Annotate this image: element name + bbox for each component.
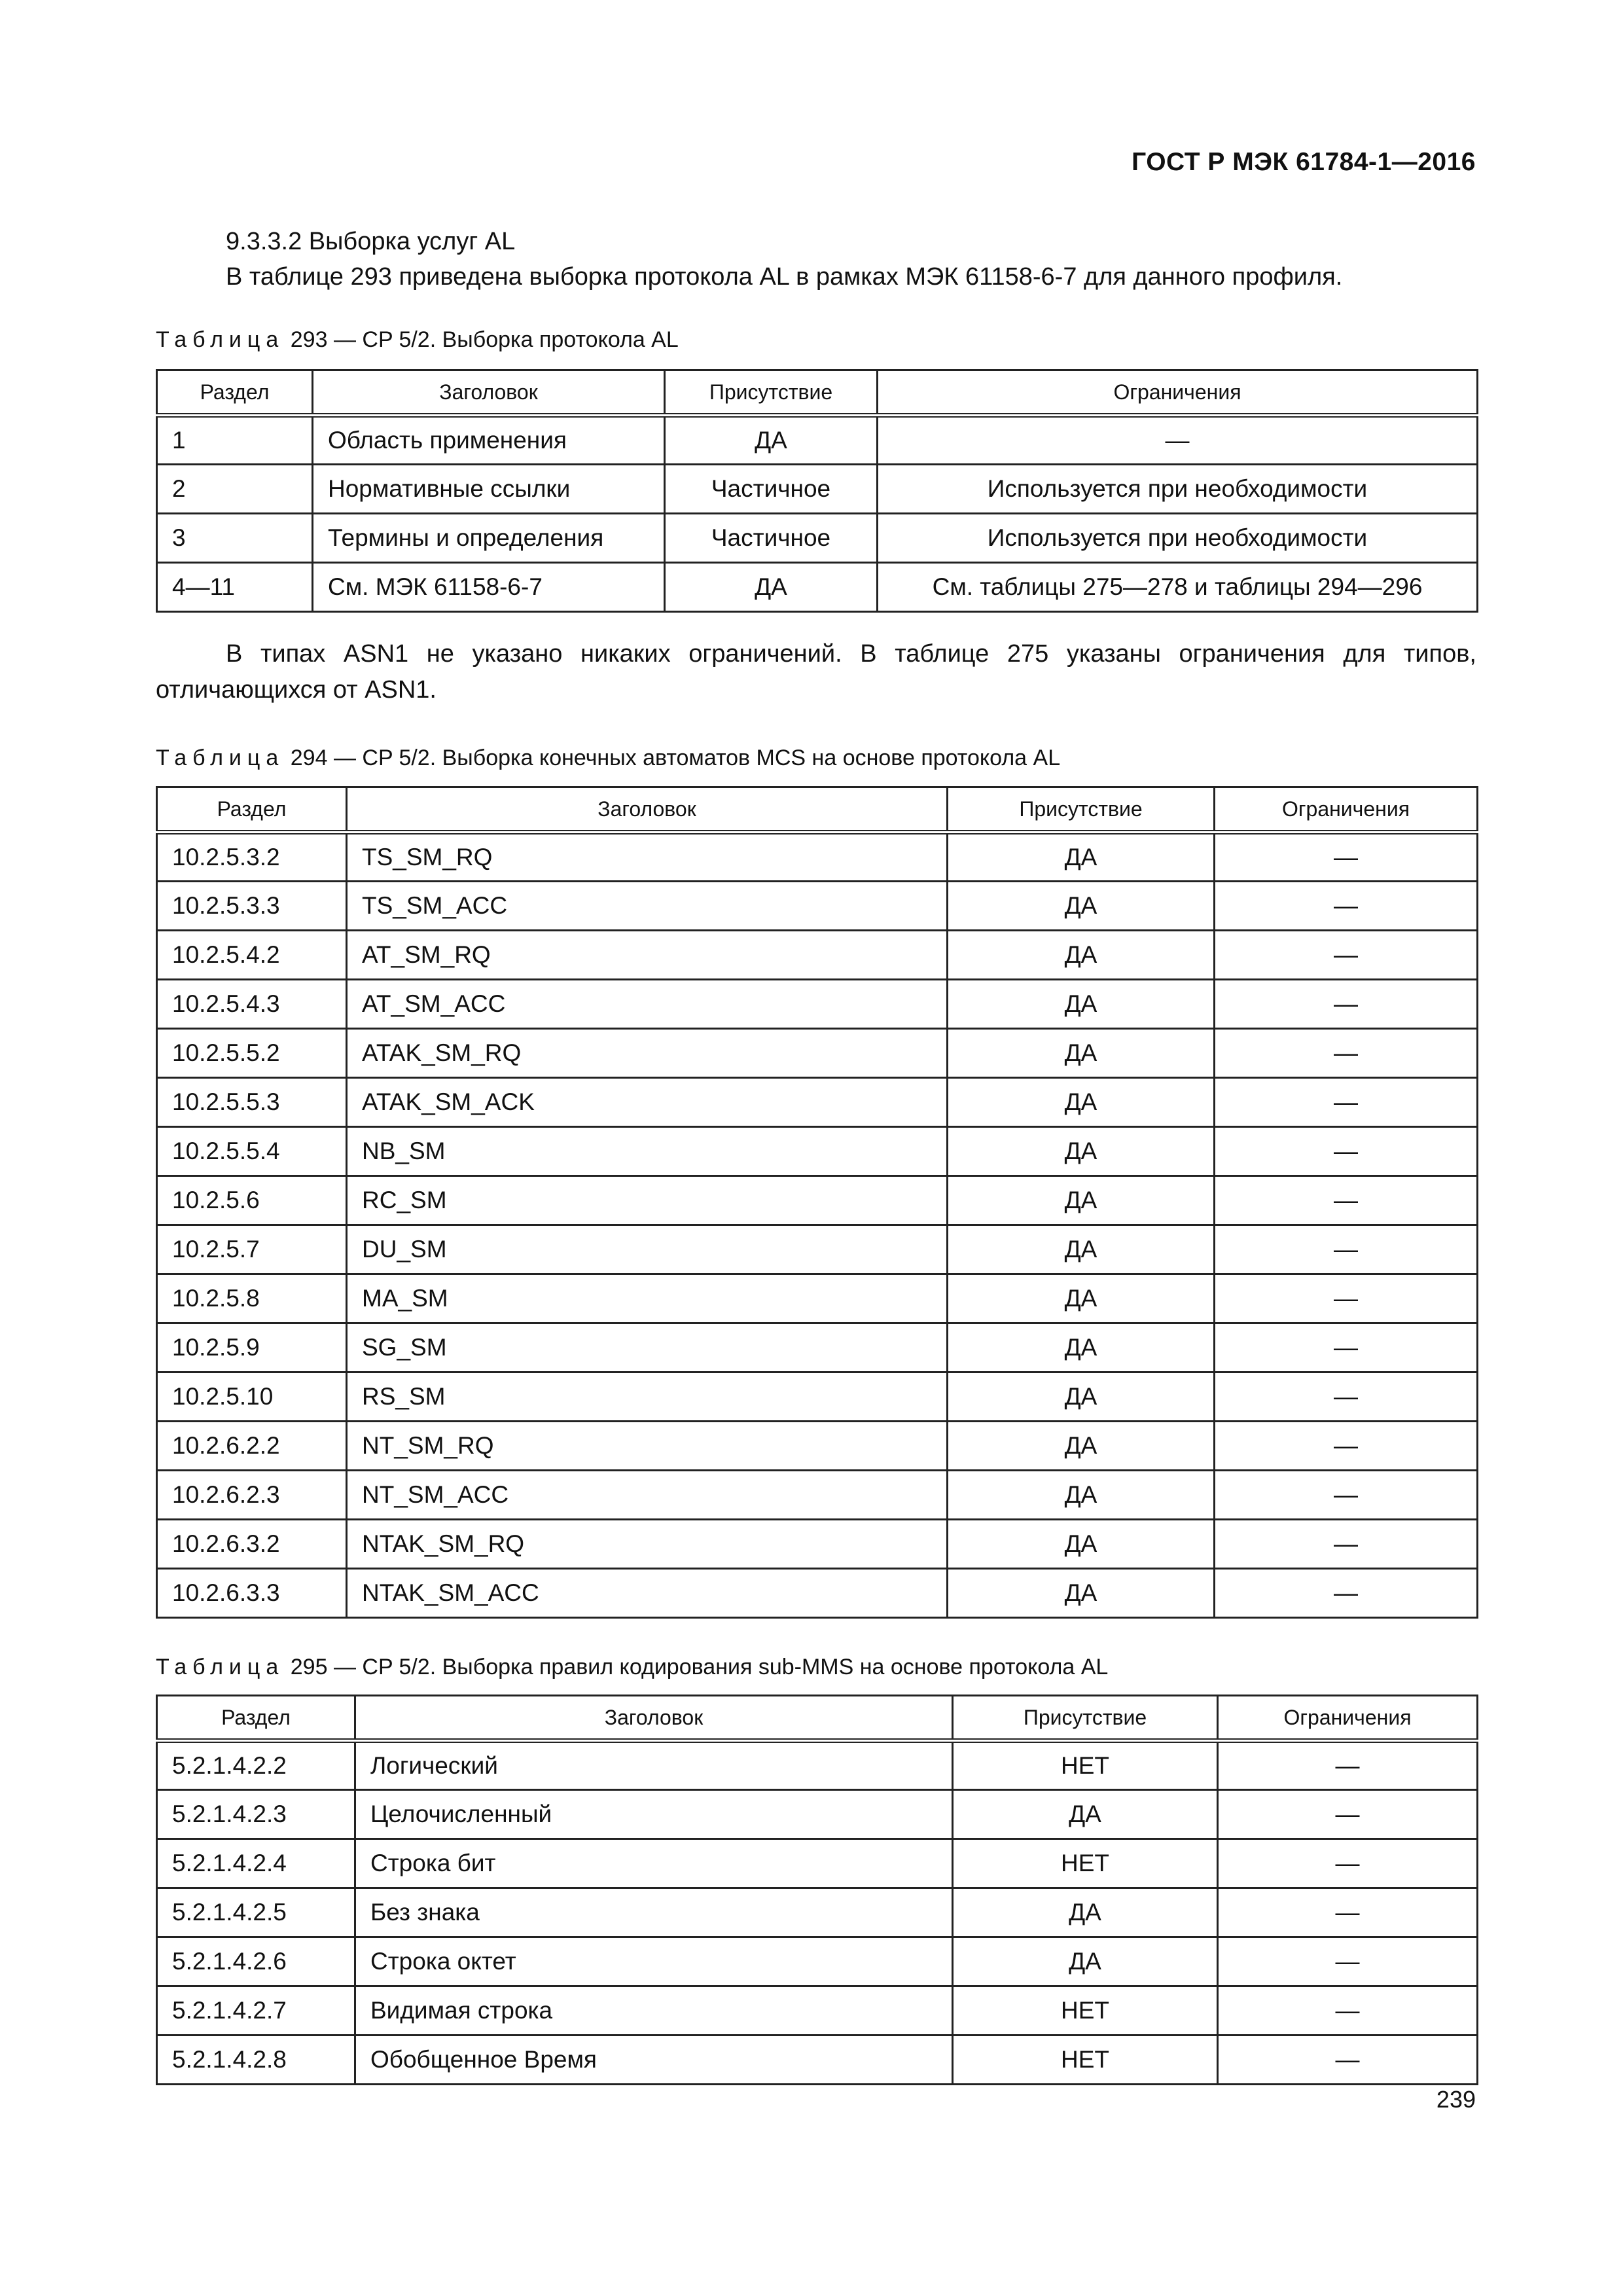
table-cell: 10.2.5.6 [157,1176,347,1225]
table-cell: ДА [953,1937,1218,1986]
table-cell: ДА [948,1471,1215,1520]
table-row [157,1888,1478,1937]
table-cell: Термины и определения [313,514,665,563]
table-row [157,1323,1478,1372]
table-cell: — [1215,833,1478,882]
table-cell: Видимая строка [355,1986,953,2036]
table-cell: Частичное [665,465,878,514]
caption-word: Таблица [156,1655,285,1679]
table-cell: 5.2.1.4.2.8 [157,2036,355,2085]
page-number: 239 [1436,2086,1476,2113]
table-cell: 1 [157,416,313,465]
table-cell: 10.2.5.3.3 [157,882,347,931]
table-cell: ДА [948,1372,1215,1422]
table-cell: — [1215,1176,1478,1225]
table-cell: DU_SM [347,1225,948,1274]
caption-text: 294 — CP 5/2. Выборка конечных автоматов MCS на основе протокола AL [290,745,1061,770]
table-cell: ДА [948,833,1215,882]
table-row [157,1176,1478,1225]
table-cell: НЕТ [953,1986,1218,2036]
table-cell: — [1218,2036,1478,2085]
table-cell: ДА [948,1274,1215,1323]
table-cell: AT_SM_ACC [347,980,948,1029]
table-cell: 5.2.1.4.2.6 [157,1937,355,1986]
table-294 [156,786,1478,1619]
table-cell: NB_SM [347,1127,948,1176]
table-cell: Целочисленный [355,1790,953,1839]
table-cell: 10.2.5.3.2 [157,833,347,882]
table-293-caption [156,327,679,353]
table-cell: — [1215,931,1478,980]
table-cell: — [1215,1078,1478,1127]
column-header: Заголовок [347,787,948,833]
table-cell: ДА [948,1029,1215,1078]
table-row [157,980,1478,1029]
table-header-row [157,787,1478,833]
table-cell: — [1215,1225,1478,1274]
table-cell: — [1218,1937,1478,1986]
table-cell: RS_SM [347,1372,948,1422]
table-cell: — [1218,1986,1478,2036]
table-cell: ДА [948,1225,1215,1274]
table-cell: MA_SM [347,1274,948,1323]
table-cell: 10.2.5.5.4 [157,1127,347,1176]
table-row [157,931,1478,980]
table-cell: 10.2.5.10 [157,1372,347,1422]
table-cell: — [878,416,1478,465]
caption-word: Таблица [156,745,285,770]
table-row [157,2036,1478,2085]
table-cell: 5.2.1.4.2.2 [157,1741,355,1790]
table-cell: 3 [157,514,313,563]
table-cell: ДА [665,416,878,465]
table-cell: НЕТ [953,1839,1218,1888]
middle-paragraph: В типах ASN1 не указано никаких ограничений. В таблице 275 указаны ограничения для типов, отличающихся от ASN1. [156,640,1476,704]
table-cell: НЕТ [953,1741,1218,1790]
table-cell: SG_SM [347,1323,948,1372]
column-header: Раздел [157,787,347,833]
table-cell: 10.2.5.5.3 [157,1078,347,1127]
table-cell: NTAK_SM_ACC [347,1569,948,1618]
table-cell: ДА [953,1888,1218,1937]
table-cell: — [1215,1422,1478,1471]
table-row [157,833,1478,882]
table-row [157,1127,1478,1176]
table-cell: — [1218,1888,1478,1937]
table-cell: — [1215,1323,1478,1372]
column-header: Ограничения [878,370,1478,416]
table-cell: 10.2.5.5.2 [157,1029,347,1078]
table-row [157,1839,1478,1888]
column-header: Ограничения [1218,1696,1478,1741]
table-cell: Используется при необходимости [878,465,1478,514]
table-cell: 10.2.6.2.3 [157,1471,347,1520]
table-cell: ДА [948,1422,1215,1471]
column-header: Присутствие [948,787,1215,833]
table-cell: — [1218,1790,1478,1839]
table-cell: TS_SM_RQ [347,833,948,882]
table-cell: 5.2.1.4.2.4 [157,1839,355,1888]
table-header-row [157,1696,1478,1741]
column-header: Присутствие [665,370,878,416]
intro-paragraph: В таблице 293 приведена выборка протокола AL в рамках МЭК 61158-6-7 для данного профиля. [226,263,1343,291]
table-row [157,1225,1478,1274]
caption-text: 295 — CP 5/2. Выборка правил кодирования sub-MMS на основе протокола AL [290,1655,1109,1679]
table-cell: Нормативные ссылки [313,465,665,514]
table-cell: 10.2.6.2.2 [157,1422,347,1471]
table-cell: Строка бит [355,1839,953,1888]
table-row [157,465,1478,514]
table-cell: ДА [948,980,1215,1029]
table-row [157,1790,1478,1839]
table-cell: Область применения [313,416,665,465]
table-row [157,1569,1478,1618]
table-cell: 2 [157,465,313,514]
table-row [157,514,1478,563]
table-row [157,1422,1478,1471]
caption-word: Таблица [156,327,285,352]
table-row [157,563,1478,612]
table-cell: 5.2.1.4.2.3 [157,1790,355,1839]
table-header-row [157,370,1478,416]
table-cell: — [1218,1839,1478,1888]
column-header: Раздел [157,370,313,416]
table-cell: NT_SM_ACC [347,1471,948,1520]
column-header: Заголовок [313,370,665,416]
table-row [157,1986,1478,2036]
table-row [157,1520,1478,1569]
table-cell: Без знака [355,1888,953,1937]
table-cell: ДА [953,1790,1218,1839]
table-cell: ДА [948,1078,1215,1127]
table-cell: ATAK_SM_RQ [347,1029,948,1078]
table-cell: TS_SM_ACC [347,882,948,931]
table-cell: ДА [948,1127,1215,1176]
table-row [157,1078,1478,1127]
table-cell: НЕТ [953,2036,1218,2085]
table-cell: 5.2.1.4.2.5 [157,1888,355,1937]
table-294-caption [156,745,1060,771]
table-cell: 10.2.6.3.3 [157,1569,347,1618]
table-row [157,882,1478,931]
table-cell: 10.2.5.8 [157,1274,347,1323]
table-cell: См. МЭК 61158-6-7 [313,563,665,612]
table-cell: ДА [948,1323,1215,1372]
document-code: ГОСТ Р МЭК 61784-1—2016 [1132,148,1476,176]
table-row [157,1029,1478,1078]
table-cell: RC_SM [347,1176,948,1225]
column-header: Раздел [157,1696,355,1741]
table-295 [156,1695,1478,2085]
table-cell: — [1215,882,1478,931]
table-row [157,1274,1478,1323]
table-row [157,1471,1478,1520]
table-cell: ДА [948,1520,1215,1569]
table-cell: ДА [948,1569,1215,1618]
table-cell: NTAK_SM_RQ [347,1520,948,1569]
table-cell: ДА [948,931,1215,980]
table-cell: ДА [948,882,1215,931]
table-cell: 10.2.5.4.2 [157,931,347,980]
table-cell: Логический [355,1741,953,1790]
column-header: Присутствие [953,1696,1218,1741]
section-title: 9.3.3.2 Выборка услуг AL [226,228,516,255]
table-cell: — [1215,1372,1478,1422]
table-cell: ATAK_SM_ACK [347,1078,948,1127]
table-cell: 10.2.5.7 [157,1225,347,1274]
column-header: Заголовок [355,1696,953,1741]
table-cell: — [1215,1471,1478,1520]
table-cell: Используется при необходимости [878,514,1478,563]
table-cell: — [1215,980,1478,1029]
table-cell: Обобщенное Время [355,2036,953,2085]
table-cell: ДА [665,563,878,612]
table-cell: 10.2.6.3.2 [157,1520,347,1569]
table-cell: NT_SM_RQ [347,1422,948,1471]
table-cell: — [1215,1029,1478,1078]
table-cell: 4—11 [157,563,313,612]
table-295-caption [156,1655,1108,1680]
table-cell: AT_SM_RQ [347,931,948,980]
table-cell: Частичное [665,514,878,563]
table-cell: См. таблицы 275—278 и таблицы 294—296 [878,563,1478,612]
table-row [157,1741,1478,1790]
table-row [157,1937,1478,1986]
table-cell: Строка октет [355,1937,953,1986]
table-cell: — [1215,1127,1478,1176]
table-row [157,1372,1478,1422]
table-cell: — [1215,1274,1478,1323]
table-293 [156,369,1478,613]
column-header: Ограничения [1215,787,1478,833]
caption-text: 293 — CP 5/2. Выборка протокола AL [290,327,679,352]
table-cell: 10.2.5.4.3 [157,980,347,1029]
table-cell: 5.2.1.4.2.7 [157,1986,355,2036]
table-cell: 10.2.5.9 [157,1323,347,1372]
table-cell: — [1215,1520,1478,1569]
table-cell: — [1215,1569,1478,1618]
table-cell: ДА [948,1176,1215,1225]
table-cell: — [1218,1741,1478,1790]
table-row [157,416,1478,465]
